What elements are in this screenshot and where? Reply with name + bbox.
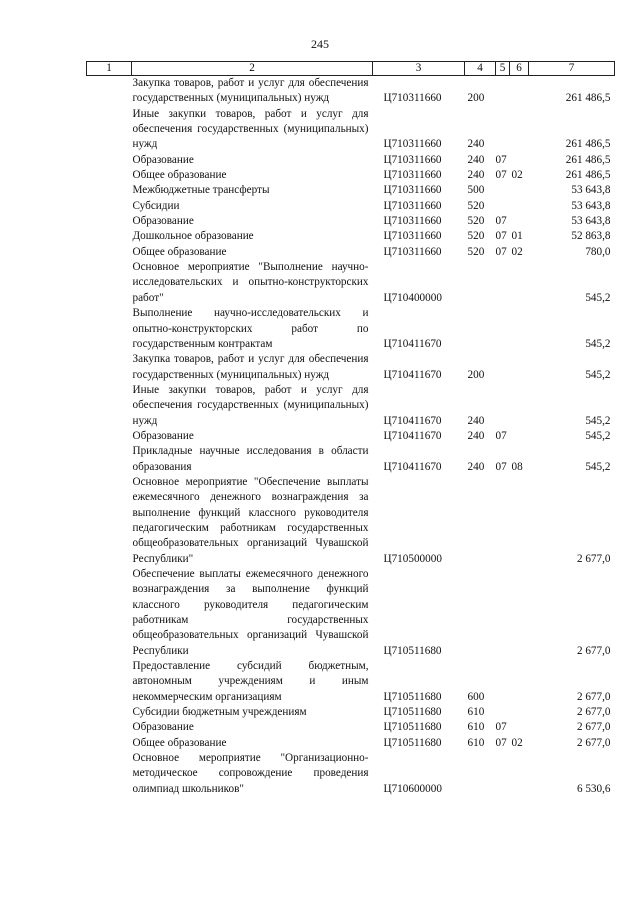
row-code: Ц710500000 xyxy=(383,552,442,565)
row-section: 07 xyxy=(495,230,507,243)
table-row xyxy=(87,306,615,352)
row-code: Ц710311660 xyxy=(383,169,442,182)
table-row xyxy=(87,107,615,153)
row-amount: 261 486,5 xyxy=(565,169,611,182)
row-empty-cell xyxy=(87,383,132,429)
row-amount: 53 643,8 xyxy=(571,184,611,197)
table-row xyxy=(87,475,615,567)
row-section xyxy=(496,705,510,720)
row-expense-type xyxy=(465,475,496,567)
row-empty-cell xyxy=(87,245,132,260)
row-name: Предоставление субсидий бюджетным, автономным учреждениям и иным некоммерческим организациям xyxy=(132,660,369,703)
table-row xyxy=(87,168,615,183)
row-section: 07 xyxy=(495,736,507,749)
row-expense-type: 200 xyxy=(467,368,485,381)
row-code: Ц710311660 xyxy=(383,245,442,258)
row-code: Ц710411670 xyxy=(383,460,442,473)
table-row xyxy=(87,199,615,214)
row-amount: 780,0 xyxy=(585,245,611,258)
row-subsection: 02 xyxy=(511,169,523,182)
table-row xyxy=(87,659,615,705)
row-empty-cell xyxy=(87,168,132,183)
row-name: Образование xyxy=(132,429,194,442)
header-col-2: 2 xyxy=(132,62,373,76)
row-expense-type: 610 xyxy=(467,721,485,734)
row-expense-type: 240 xyxy=(467,460,485,473)
row-empty-cell xyxy=(87,659,132,705)
row-name: Дошкольное образование xyxy=(132,230,254,243)
table-row xyxy=(87,736,615,751)
row-amount: 545,2 xyxy=(585,368,611,381)
row-section: 07 xyxy=(495,721,507,734)
row-amount: 53 643,8 xyxy=(571,215,611,228)
row-amount: 2 677,0 xyxy=(576,736,611,749)
row-amount: 261 486,5 xyxy=(565,138,611,151)
row-section xyxy=(496,199,510,214)
row-amount: 6 530,6 xyxy=(576,782,611,795)
row-subsection xyxy=(510,383,529,429)
row-empty-cell xyxy=(87,444,132,475)
row-subsection xyxy=(510,705,529,720)
row-subsection xyxy=(510,720,529,735)
table-row xyxy=(87,720,615,735)
row-empty-cell xyxy=(87,705,132,720)
row-name: Субсидии бюджетным учреждениям xyxy=(132,706,307,719)
row-subsection xyxy=(510,352,529,383)
row-empty-cell xyxy=(87,736,132,751)
row-name: Прикладные научные исследования в области образования xyxy=(132,445,369,473)
row-amount: 2 677,0 xyxy=(576,552,611,565)
row-subsection xyxy=(510,567,529,659)
row-expense-type xyxy=(465,567,496,659)
row-code: Ц710600000 xyxy=(383,782,442,795)
table-body xyxy=(87,76,615,798)
row-section xyxy=(496,260,510,306)
row-section: 07 xyxy=(495,215,507,228)
row-section: 07 xyxy=(495,169,507,182)
row-expense-type xyxy=(465,751,496,797)
row-subsection xyxy=(510,751,529,797)
row-section: 07 xyxy=(495,429,507,442)
row-expense-type: 240 xyxy=(467,414,485,427)
row-section xyxy=(496,76,510,107)
row-subsection xyxy=(510,659,529,705)
row-expense-type: 610 xyxy=(467,736,485,749)
row-expense-type: 200 xyxy=(467,92,485,105)
table-row xyxy=(87,567,615,659)
table-row xyxy=(87,751,615,797)
row-subsection xyxy=(510,76,529,107)
row-name: Основное мероприятие "Выполнение научно-исследовательских и опытно-конструкторских работ" xyxy=(132,261,369,304)
row-expense-type: 240 xyxy=(467,153,485,166)
row-code: Ц710511680 xyxy=(383,644,442,657)
row-name: Общее образование xyxy=(132,169,227,182)
row-name: Основное мероприятие "Организационно-методическое сопровождение проведения олимпиад школьников" xyxy=(132,752,369,795)
row-code: Ц710311660 xyxy=(383,230,442,243)
row-section xyxy=(496,383,510,429)
row-empty-cell xyxy=(87,76,132,107)
row-subsection xyxy=(510,153,529,168)
row-code: Ц710411670 xyxy=(383,414,442,427)
table-row xyxy=(87,214,615,229)
row-subsection xyxy=(510,306,529,352)
row-name: Субсидии xyxy=(132,199,180,212)
row-empty-cell xyxy=(87,107,132,153)
row-amount: 545,2 xyxy=(585,414,611,427)
row-empty-cell xyxy=(87,229,132,244)
row-expense-type: 520 xyxy=(467,230,485,243)
row-subsection xyxy=(510,199,529,214)
row-name: Иные закупки товаров, работ и услуг для обеспечения государственных (муниципальных) нужд xyxy=(132,383,369,427)
row-section xyxy=(496,475,510,567)
header-row xyxy=(87,62,615,76)
row-code: Ц710511680 xyxy=(383,721,442,734)
row-code: Ц710400000 xyxy=(383,291,442,304)
row-expense-type: 240 xyxy=(467,169,485,182)
row-section xyxy=(496,306,510,352)
row-expense-type: 240 xyxy=(467,429,485,442)
row-expense-type xyxy=(465,306,496,352)
row-amount: 2 677,0 xyxy=(576,706,611,719)
row-amount: 2 677,0 xyxy=(576,721,611,734)
row-name: Общее образование xyxy=(132,736,227,749)
table-row xyxy=(87,229,615,244)
row-amount: 53 643,8 xyxy=(571,199,611,212)
row-expense-type: 600 xyxy=(467,690,485,703)
row-section xyxy=(496,183,510,198)
row-expense-type xyxy=(465,260,496,306)
table-row xyxy=(87,705,615,720)
header-col-3: 3 xyxy=(373,62,465,76)
row-subsection: 02 xyxy=(511,245,523,258)
row-amount: 52 863,8 xyxy=(571,230,611,243)
row-amount: 545,2 xyxy=(585,291,611,304)
row-subsection: 08 xyxy=(511,460,523,473)
row-subsection xyxy=(510,107,529,153)
row-expense-type: 240 xyxy=(467,138,485,151)
row-name: Образование xyxy=(132,215,194,228)
row-section: 07 xyxy=(495,245,507,258)
row-code: Ц710311660 xyxy=(383,184,442,197)
table-row xyxy=(87,444,615,475)
row-empty-cell xyxy=(87,306,132,352)
row-amount: 2 677,0 xyxy=(576,644,611,657)
row-section xyxy=(496,751,510,797)
row-empty-cell xyxy=(87,153,132,168)
table-row xyxy=(87,260,615,306)
row-empty-cell xyxy=(87,183,132,198)
row-subsection xyxy=(510,260,529,306)
row-name: Обеспечение выплаты ежемесячного денежного вознаграждения за выполнение функций классного руководителя педагогическим работникам государственных общеобразовательных организаций Чувашской Республики xyxy=(132,568,369,657)
row-name: Выполнение научно-исследовательских и опытно-конструкторских работ по государственным контрактам xyxy=(132,307,369,350)
row-code: Ц710311660 xyxy=(383,153,442,166)
table-row xyxy=(87,383,615,429)
table-row xyxy=(87,76,615,107)
row-code: Ц710311660 xyxy=(383,199,442,212)
row-name: Образование xyxy=(132,721,194,734)
table-header xyxy=(87,62,615,76)
row-amount: 261 486,5 xyxy=(565,153,611,166)
header-col-4: 4 xyxy=(465,62,496,76)
row-expense-type: 520 xyxy=(467,199,485,212)
row-subsection xyxy=(510,214,529,229)
row-empty-cell xyxy=(87,475,132,567)
table-row xyxy=(87,352,615,383)
row-subsection: 02 xyxy=(511,736,523,749)
row-code: Ц710311660 xyxy=(383,215,442,228)
header-col-6: 6 xyxy=(510,62,529,76)
row-subsection xyxy=(510,183,529,198)
row-amount: 2 677,0 xyxy=(576,690,611,703)
row-name: Образование xyxy=(132,153,194,166)
row-code: Ц710511680 xyxy=(383,706,442,719)
row-empty-cell xyxy=(87,352,132,383)
budget-table xyxy=(86,61,615,797)
row-code: Ц710411670 xyxy=(383,337,442,350)
row-subsection xyxy=(510,475,529,567)
row-empty-cell xyxy=(87,567,132,659)
row-name: Закупка товаров, работ и услуг для обеспечения государственных (муниципальных) нужд xyxy=(132,77,369,105)
table-row xyxy=(87,183,615,198)
row-section xyxy=(496,659,510,705)
row-empty-cell xyxy=(87,260,132,306)
row-expense-type: 520 xyxy=(467,245,485,258)
row-code: Ц710311660 xyxy=(383,92,442,105)
row-empty-cell xyxy=(87,720,132,735)
table-row xyxy=(87,429,615,444)
table-row xyxy=(87,153,615,168)
row-amount: 261 486,5 xyxy=(565,92,611,105)
row-name: Основное мероприятие "Обеспечение выплаты ежемесячного денежного вознаграждения за выполнение функций классного руководителя педагогическим работникам государственных общеобразовательных организаций Чувашской Республики" xyxy=(132,475,369,565)
row-code: Ц710411670 xyxy=(383,368,442,381)
row-section xyxy=(496,107,510,153)
row-code: Ц710511680 xyxy=(383,690,442,703)
row-subsection: 01 xyxy=(511,230,523,243)
row-code: Ц710311660 xyxy=(383,138,442,151)
row-expense-type: 520 xyxy=(467,215,485,228)
header-col-1: 1 xyxy=(87,62,132,76)
row-name: Иные закупки товаров, работ и услуг для обеспечения государственных (муниципальных) нужд xyxy=(132,107,369,151)
row-empty-cell xyxy=(87,751,132,797)
header-col-7: 7 xyxy=(529,62,615,76)
row-expense-type: 610 xyxy=(467,706,485,719)
table-row xyxy=(87,245,615,260)
row-section: 07 xyxy=(495,153,507,166)
row-subsection xyxy=(510,429,529,444)
header-col-5: 5 xyxy=(496,62,510,76)
row-code: Ц710411670 xyxy=(383,429,442,442)
row-code: Ц710511680 xyxy=(383,736,442,749)
row-amount: 545,2 xyxy=(585,337,611,350)
row-amount: 545,2 xyxy=(585,429,611,442)
row-section xyxy=(496,352,510,383)
row-expense-type: 500 xyxy=(467,184,485,197)
row-empty-cell xyxy=(87,429,132,444)
row-section xyxy=(496,567,510,659)
row-empty-cell xyxy=(87,214,132,229)
row-name: Общее образование xyxy=(132,245,227,258)
row-amount: 545,2 xyxy=(585,460,611,473)
row-empty-cell xyxy=(87,199,132,214)
row-name: Закупка товаров, работ и услуг для обеспечения государственных (муниципальных) нужд xyxy=(132,353,369,381)
row-name: Межбюджетные трансферты xyxy=(132,184,270,197)
page-number: 245 xyxy=(311,37,329,51)
row-section: 07 xyxy=(495,460,507,473)
